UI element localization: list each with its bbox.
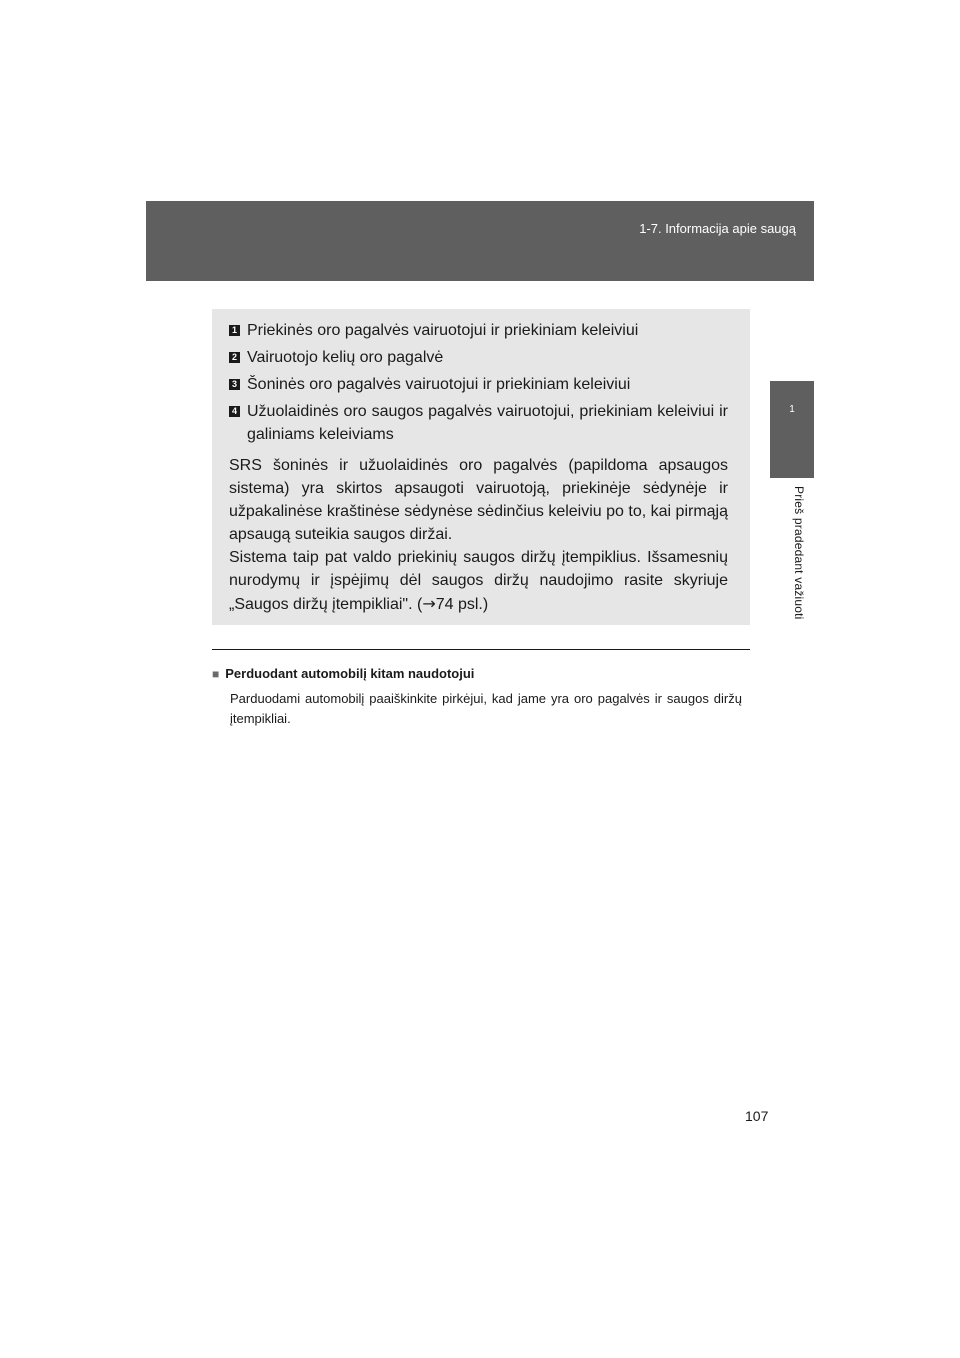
chapter-tab bbox=[770, 381, 814, 478]
section-body: Parduodami automobilį paaiškinkite pirkėjui, kad jame yra oro pagalvės ir saugos diržų įtempikliai. bbox=[230, 691, 742, 726]
srs-description: SRS šoninės ir užuolaidinės oro pagalvės (papildoma apsaugos sistema) yra skirtos apsaugoti vairuotoją, priekinėje sėdynėje ir užpakalinėse kraštinėse sėdynėse sėdinčius keleiviu po to, kai pirmąją apsaugą suteikia saugos diržai. bbox=[229, 457, 728, 543]
chapter-title: Prieš pradedant važiuoti bbox=[792, 486, 806, 620]
list-item-text: Vairuotojo kelių oro pagalvė bbox=[247, 349, 444, 366]
header-band bbox=[146, 201, 814, 281]
section-heading-text: Perduodant automobilį kitam naudotojui bbox=[225, 666, 475, 681]
arrow-right-icon: → bbox=[422, 594, 436, 613]
list-item-text: Užuolaidinės oro saugos pagalvės vairuotojui, priekiniam keleiviui ir galiniams keleiviams bbox=[247, 403, 728, 443]
number-4-icon: 4 bbox=[229, 406, 240, 417]
section-title: 1-7. Informacija apie saugą bbox=[639, 221, 796, 236]
pretensioner-description bbox=[229, 546, 728, 616]
page-number: 107 bbox=[745, 1108, 769, 1124]
page-reference: 74 psl.) bbox=[435, 596, 489, 613]
pretensioner-text: Sistema taip pat valdo priekinių saugos diržų įtempiklius. Išsamesnių nurodymų ir įspėjimų dėl saugos diržų naudojimo rasite skyriuje „Saugos diržų įtempikliai". ( bbox=[229, 549, 728, 613]
list-item bbox=[229, 373, 728, 396]
section-divider bbox=[212, 649, 750, 650]
list-item-text: Priekinės oro pagalvės vairuotojui ir priekiniam keleiviui bbox=[247, 322, 639, 339]
list-item bbox=[229, 400, 728, 446]
airbag-info-box bbox=[212, 309, 750, 625]
list-item bbox=[229, 346, 728, 369]
number-1-icon: 1 bbox=[229, 325, 240, 336]
section-heading bbox=[212, 666, 750, 681]
square-bullet-icon: ■ bbox=[212, 667, 220, 681]
list-item bbox=[229, 319, 728, 342]
number-3-icon: 3 bbox=[229, 379, 240, 390]
list-item-text: Šoninės oro pagalvės vairuotojui ir priekiniam keleiviui bbox=[247, 376, 631, 393]
number-2-icon: 2 bbox=[229, 352, 240, 363]
chapter-number: 1 bbox=[789, 404, 795, 415]
